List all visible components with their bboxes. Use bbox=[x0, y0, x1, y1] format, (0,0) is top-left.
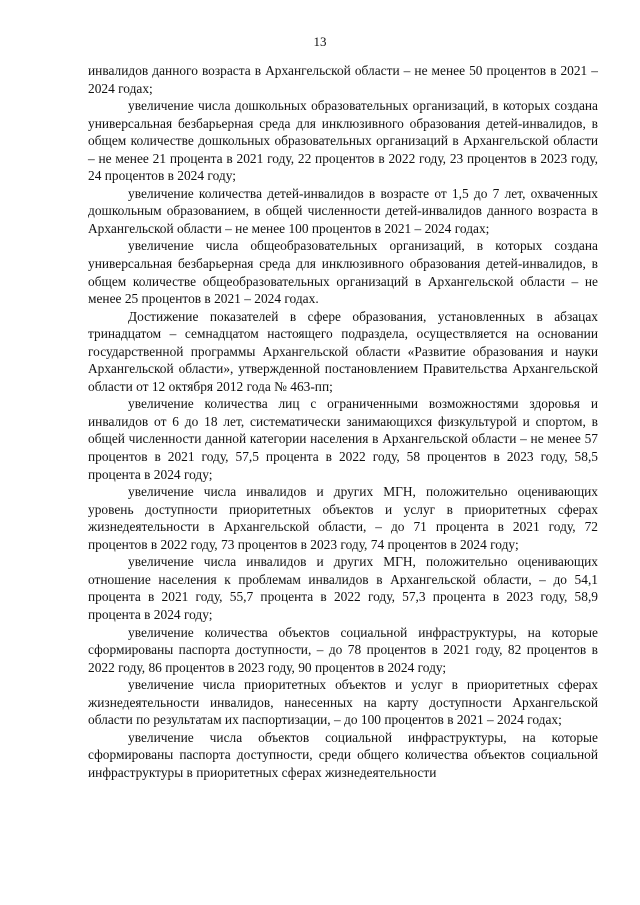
document-body bbox=[88, 62, 598, 781]
paragraph-preschool-coverage: увеличение количества детей-инвалидов в возрасте от 1,5 до 7 лет, охваченных дошкольным образованием, в общей численности детей-инвалидов данного возраста в Архангельской области – не менее 100 процентов в 2021 – 2024 годах; bbox=[88, 185, 598, 236]
paragraph-sports: увеличение количества лиц с ограниченными возможностями здоровья и инвалидов от 6 до 18 лет, систематически занимающихся физкультурой и спортом, в общей численности данной категории населения в Архангельской области – не менее 57 процентов в 2021 году, 57,5 процента в 2022 году, 58 процентов в 2023 году, 58,5 процента в 2024 году; bbox=[88, 396, 598, 482]
paragraph-public-attitude: увеличение числа инвалидов и других МГН, положительно оценивающих отношение населения к проблемам инвалидов в Архангельской области, – до 54,1 процента в 2021 году, 55,7 процента в 2022 году, 57,3 процента в 2023 году, 58,9 процента в 2024 году; bbox=[88, 554, 598, 622]
paragraph-preschool-organizations: увеличение числа дошкольных образовательных организаций, в которых создана универсальная безбарьерная среда для инклюзивного образования детей-инвалидов, в общем количестве дошкольных образовательных организаций в Архангельской области – не менее 21 процента в 2021 году, 22 процентов в 2022 году, 23 процентов в 2023 году, 24 процентов в 2024 году; bbox=[88, 98, 598, 184]
paragraph-social-infrastructure: увеличение числа объектов социальной инфраструктуры, на которые сформированы паспорта доступности, среди общего количества объектов социальной инфраструктуры в приоритетных сферах жизнедеятельности bbox=[88, 729, 598, 780]
paragraph-accessibility-map: увеличение числа приоритетных объектов и услуг в приоритетных сферах жизнедеятельности инвалидов, нанесенных на карту доступности Архангельской области по результатам их паспортизации, – до 100 процентов в 2021 – 2024 годах; bbox=[88, 677, 598, 728]
paragraph-general-education: увеличение числа общеобразовательных организаций, в которых создана универсальная безбарьерная среда для инклюзивного образования детей-инвалидов, в общем количестве общеобразовательных организаций в Архангельской области – не менее 25 процентов в 2021 – 2024 годах. bbox=[88, 238, 598, 307]
paragraph-education-program: Достижение показателей в сфере образования, установленных в абзацах тринадцатом – семнадцатом настоящего подраздела, осуществляется на основании государственной программы Архангельской области «Развитие образования и науки Архангельской области», утвержденной постановлением Правительства Архангельской области от 12 октября 2012 года № 463-пп; bbox=[88, 308, 598, 394]
page-number: 13 bbox=[313, 34, 327, 49]
paragraph-accessibility-assessment: увеличение числа инвалидов и других МГН, положительно оценивающих уровень доступности приоритетных объектов и услуг в приоритетных сферах жизнедеятельности в Архангельской области, – до 71 процента в 2021 году, 72 процентов в 2022 году, 73 процентов в 2023 году, 74 процентов в 2024 году; bbox=[88, 484, 598, 552]
paragraph-continuation: инвалидов данного возраста в Архангельской области – не менее 50 процентов в 2021 – 2024 годах; bbox=[88, 63, 598, 96]
paragraph-accessibility-passports: увеличение количества объектов социальной инфраструктуры, на которые сформированы паспорта доступности, – до 78 процентов в 2021 году, 82 процентов в 2022 году, 86 процентов в 2023 году, 90 процентов в 2024 году; bbox=[88, 624, 598, 675]
